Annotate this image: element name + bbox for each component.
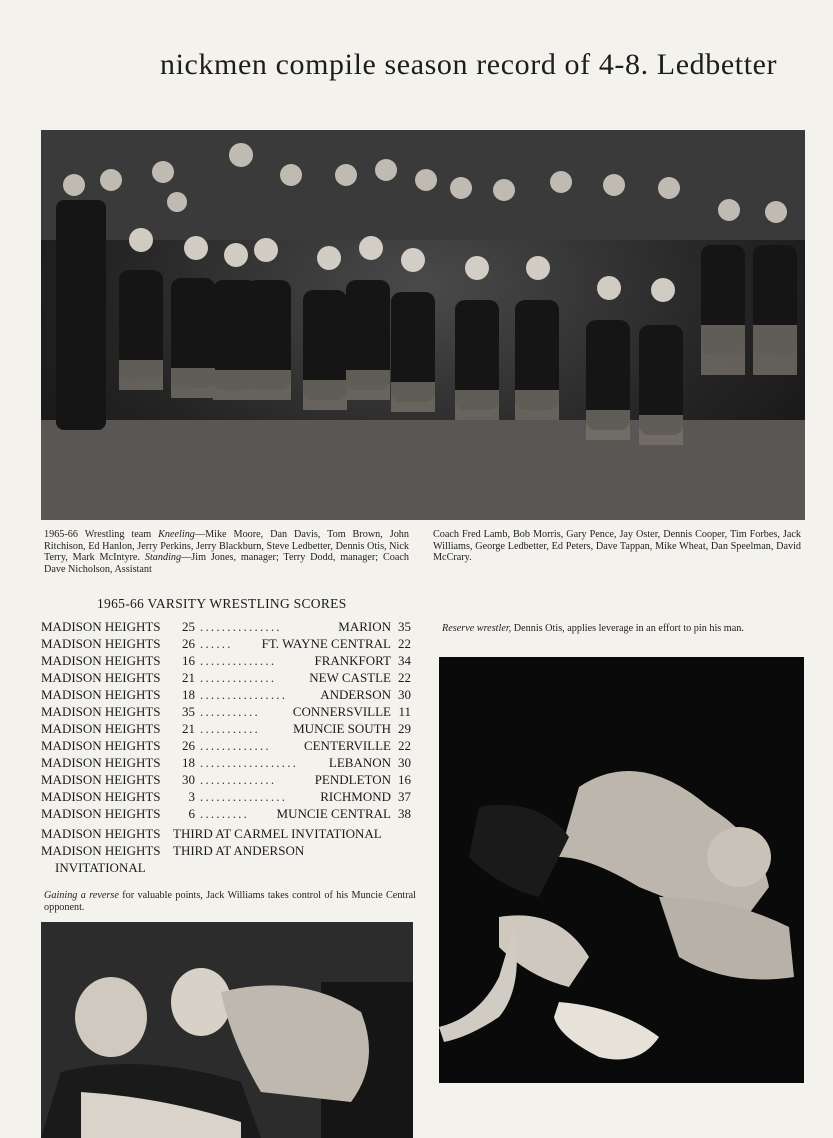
dot-leader: ........... <box>200 721 260 736</box>
team-score: 26 <box>182 738 195 753</box>
dot-leader: .............. <box>200 670 277 685</box>
team-name: MADISON HEIGHTS <box>41 704 161 719</box>
score-row <box>41 635 411 652</box>
team-score: 18 <box>182 687 195 702</box>
opponent-name: RICHMOND <box>320 789 391 804</box>
score-row <box>41 618 411 635</box>
team-name: MADISON HEIGHTS <box>41 772 161 787</box>
opponent-name: MUNCIE CENTRAL <box>276 806 391 821</box>
team-score: 6 <box>188 806 195 821</box>
team-score: 16 <box>182 653 195 668</box>
caption-standing-names: —Jim Jones, manager; Terry Dodd, manager; Coach Dave Nicholson, Assistant <box>44 552 409 575</box>
reverse-caption-rest: for valuable points, Jack Williams takes control of his Muncie Central opponent. <box>44 890 417 913</box>
note-team: MADISON HEIGHTS <box>41 843 161 858</box>
opponent-name: MUNCIE SOUTH <box>293 721 391 736</box>
dot-leader: ............. <box>200 738 271 753</box>
team-score: 18 <box>182 755 195 770</box>
caption-kneeling-names: —Mike Moore, Dan Davis, Tom Brown, John Ritchison, Ed Hanlon, Jerry Perkins, Jerry Blackburn, Steve Ledbetter, Dennis Otis, Nick Terry, Mark McIntyre. <box>44 529 409 564</box>
reserve-caption <box>442 623 804 635</box>
opponent-score: 22 <box>398 670 411 685</box>
reverse-caption <box>44 890 416 913</box>
opponent-name: FT. WAYNE CENTRAL <box>261 636 391 651</box>
dot-leader: .............. <box>200 772 277 787</box>
caption-kneeling-label: Kneeling <box>158 529 195 540</box>
scores-title: 1965-66 VARSITY WRESTLING SCORES <box>97 596 347 611</box>
opponent-name: CONNERSVILLE <box>292 704 391 719</box>
team-name: MADISON HEIGHTS <box>41 806 161 821</box>
team-score: 21 <box>182 670 195 685</box>
team-photo <box>41 130 805 520</box>
score-row <box>41 652 411 669</box>
score-row <box>41 737 411 754</box>
reverse-caption-lead: Gaining a reverse <box>44 890 119 901</box>
team-score: 25 <box>182 619 195 634</box>
team-photo-caption-left <box>44 529 409 575</box>
team-name: MADISON HEIGHTS <box>41 755 161 770</box>
team-photo-caption-right: Coach Fred Lamb, Bob Morris, Gary Pence, Jay Oster, Dennis Cooper, Tim Forbes, Jack Williams, George Ledbetter, Ed Peters, Dave Tappan, Mike Wheat, Dan Speelman, David McCrary. <box>433 529 801 564</box>
team-name: MADISON HEIGHTS <box>41 670 161 685</box>
dot-leader: ................ <box>200 789 288 804</box>
dot-leader: ...... <box>200 636 233 651</box>
reserve-caption-rest: Dennis Otis, applies leverage in an effort to pin his man. <box>511 623 744 634</box>
reserve-wrestler-photo <box>439 657 804 1083</box>
dot-leader: .............. <box>200 653 277 668</box>
caption-standing-label: Standing <box>144 552 182 564</box>
opponent-name: LEBANON <box>328 755 391 770</box>
reverse-photo <box>41 922 413 1138</box>
team-name: MADISON HEIGHTS <box>41 738 161 753</box>
team-score: 21 <box>182 721 195 736</box>
opponent-name: PENDLETON <box>314 772 391 787</box>
team-name: MADISON HEIGHTS <box>41 653 161 668</box>
note-text: THIRD AT CARMEL INVITATIONAL <box>173 826 382 841</box>
dot-leader: ................ <box>200 687 288 702</box>
score-note <box>41 842 411 876</box>
score-row <box>41 805 411 822</box>
dot-leader: .................. <box>200 755 299 770</box>
opponent-name: MARION <box>338 619 391 634</box>
score-row <box>41 669 411 686</box>
opponent-score: 30 <box>398 755 411 770</box>
opponent-score: 11 <box>398 704 411 719</box>
score-row <box>41 754 411 771</box>
dot-leader: ............... <box>200 619 282 634</box>
scores-table <box>41 618 411 822</box>
opponent-score: 29 <box>398 721 411 736</box>
opponent-name: FRANKFORT <box>314 653 391 668</box>
score-row <box>41 686 411 703</box>
score-row <box>41 788 411 805</box>
team-name: MADISON HEIGHTS <box>41 687 161 702</box>
dot-leader: ......... <box>200 806 250 821</box>
dot-leader: ........... <box>200 704 260 719</box>
note-text-continued: INVITATIONAL <box>55 860 146 875</box>
team-name: MADISON HEIGHTS <box>41 636 161 651</box>
opponent-score: 16 <box>398 772 411 787</box>
reserve-caption-lead: Reserve wrestler, <box>442 623 512 634</box>
team-name: MADISON HEIGHTS <box>41 789 161 804</box>
score-row <box>41 720 411 737</box>
opponent-score: 37 <box>398 789 411 804</box>
note-text: THIRD AT ANDERSON <box>173 843 305 858</box>
opponent-score: 38 <box>398 806 411 821</box>
opponent-score: 35 <box>398 619 411 634</box>
score-row <box>41 703 411 720</box>
team-score: 26 <box>182 636 195 651</box>
team-score: 35 <box>182 704 195 719</box>
opponent-score: 22 <box>398 636 411 651</box>
team-score: 3 <box>188 789 195 804</box>
page-headline: nickmen compile season record of 4-8. Ledbetter <box>160 48 778 81</box>
note-team: MADISON HEIGHTS <box>41 826 161 841</box>
score-note <box>41 825 382 842</box>
team-name: MADISON HEIGHTS <box>41 619 161 634</box>
score-row <box>41 771 411 788</box>
team-score: 30 <box>182 772 195 787</box>
opponent-name: ANDERSON <box>320 687 391 702</box>
opponent-score: 30 <box>398 687 411 702</box>
opponent-name: NEW CASTLE <box>309 670 391 685</box>
caption-lead: 1965-66 Wrestling team <box>44 529 159 540</box>
opponent-name: CENTERVILLE <box>303 738 391 753</box>
opponent-score: 22 <box>398 738 411 753</box>
opponent-score: 34 <box>398 653 411 668</box>
team-name: MADISON HEIGHTS <box>41 721 161 736</box>
